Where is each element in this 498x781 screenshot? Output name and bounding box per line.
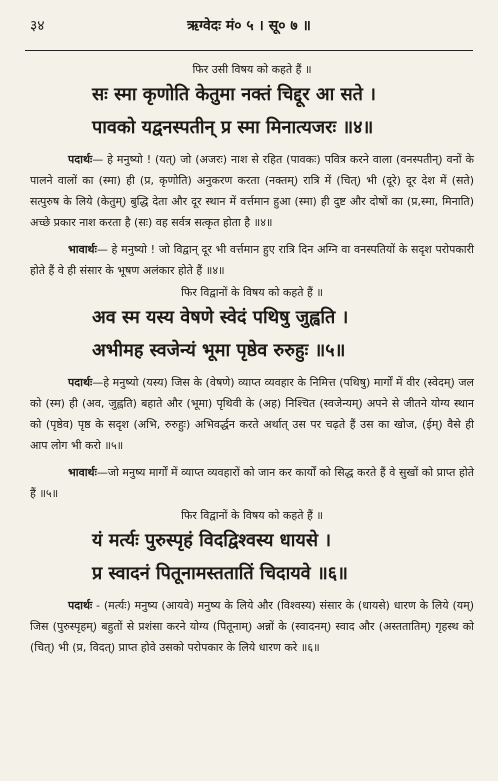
padartha-paragraph: [30, 149, 474, 233]
section-intro: फिर उसी विषय को कहते हैं ॥: [192, 63, 312, 76]
bhavartha-label: भावार्थः: [68, 243, 97, 256]
bhavartha-label: भावार्थः: [68, 466, 97, 479]
padartha-label: पदार्थः: [68, 153, 93, 166]
mantra-line: यं मर्त्यः पुरुस्पृहं विदद्विश्वस्य धायसे ।: [92, 530, 332, 551]
mantra-line: प्र स्वादनं पितूनामस्ततातिं चिदायवे ॥६॥: [92, 563, 348, 584]
bhavartha-text: — हे मनुष्यो ! जो विद्वान् दूर भी वर्त्तमान हुए रात्रि दिन अग्नि वा वनस्पतियों के सदृश परोपकारी होते हैं वे ही संसार के भूषण अलंकार होते हैं ॥४॥: [30, 243, 474, 277]
padartha-text: — हे मनुष्यो ! (यत्) जो (अजरः) नाश से रहित (पावकः) पवित्र करने वाला (वनस्पतीन्) वनों के पालने वालों का (स्मा) ही (प्र, कृणोति) अनुकरण करता (नक्तम्) रात्रि में (चित्) भी (दूरे) दूर देश में (सते) सत्पुरुष के लिये (केतुम्) बुद्धि देता और दूर स्थान में वर्त्तमान हुआ (स्मा) ही दुष्ट और दोषों का (प्र,स्मा, मिनाति) अच्छे प्रकार नाश करता है (सः) वह सर्वत्र सत्कृत होता है ॥४॥: [30, 153, 474, 229]
bhavartha-paragraph: [30, 462, 474, 504]
padartha-label: पदार्थः: [68, 599, 93, 612]
padartha-text: —हे मनुष्यो (यस्य) जिस के (वेषणे) व्याप्त व्यवहार के निमित्त (पथिषु) मार्गों में वीर (स्वेदम्) जल को (स्म) ही (अव, जुह्वति) बहाते और (भूमा) पृथिवी के (अह) निश्चित (स्वजेन्यम्) अपने से जीतने योग्य स्थान को (पृष्ठेव) पृष्ठ के सदृश (अभि, रुरुहुः) अभिवर्द्धन करते अर्थात् उस पर चढ़ते हैं उस का खोज, (ईम्) वैसे ही आप लोग भी करो ॥५॥: [30, 376, 474, 452]
section-intro: फिर विद्वानों के विषय को कहते हैं ॥: [181, 286, 323, 299]
bhavartha-paragraph: [30, 239, 474, 281]
page-number: ३४: [30, 18, 45, 34]
mantra-line: अभीमह स्वजेन्यं भूमा पृष्ठेव रुरुहुः ॥५॥: [92, 340, 346, 361]
verse-section-5: [30, 285, 474, 504]
bhavartha-text: —जो मनुष्य मार्गों में व्याप्त व्यवहारों को जान कर कार्यों को सिद्ध करते हैं वे सुखों को प्राप्त होते हैं ॥५॥: [30, 466, 474, 500]
section-intro: फिर विद्वानों के विषय को कहते हैं ॥: [181, 509, 323, 522]
running-title: ऋग्वेदः मं० ५ । सू० ७ ॥: [187, 18, 311, 34]
header-rule: [25, 50, 473, 51]
mantra-line: सः स्मा कृणोति केतुमा नक्तं चिद्दूर आ सते ।: [92, 84, 377, 105]
page-header: [30, 16, 468, 42]
padartha-label: पदार्थः: [68, 376, 93, 389]
verse-section-4: [30, 62, 474, 281]
padartha-text: - (मर्त्यः) मनुष्य (आयवे) मनुष्य के लिये और (विश्वस्य) संसार के (धायसे) धारण के लिये (यम्) जिस (पुरुस्पृहम्) बहुतों से प्रशंसा करने योग्य (पितूनाम्) अन्नों के (स्वादनम्) स्वाद और (अस्ततातिम्) गृहस्थ को (चित्) भी (प्र, विदत्) प्राप्त होवे उसको परोपकार के लिये धारण करे ॥६॥: [30, 599, 474, 654]
mantra-line: अव स्म यस्य वेषणे स्वेदं पथिषु जुह्वति ।: [92, 307, 349, 328]
padartha-paragraph: [30, 372, 474, 456]
verse-section-6: [30, 508, 474, 658]
mantra-line: पावको यद्वनस्पतीन् प्र स्मा मिनात्यजरः ॥४॥: [92, 117, 374, 138]
page-body: [30, 62, 474, 662]
padartha-paragraph: [30, 595, 474, 658]
